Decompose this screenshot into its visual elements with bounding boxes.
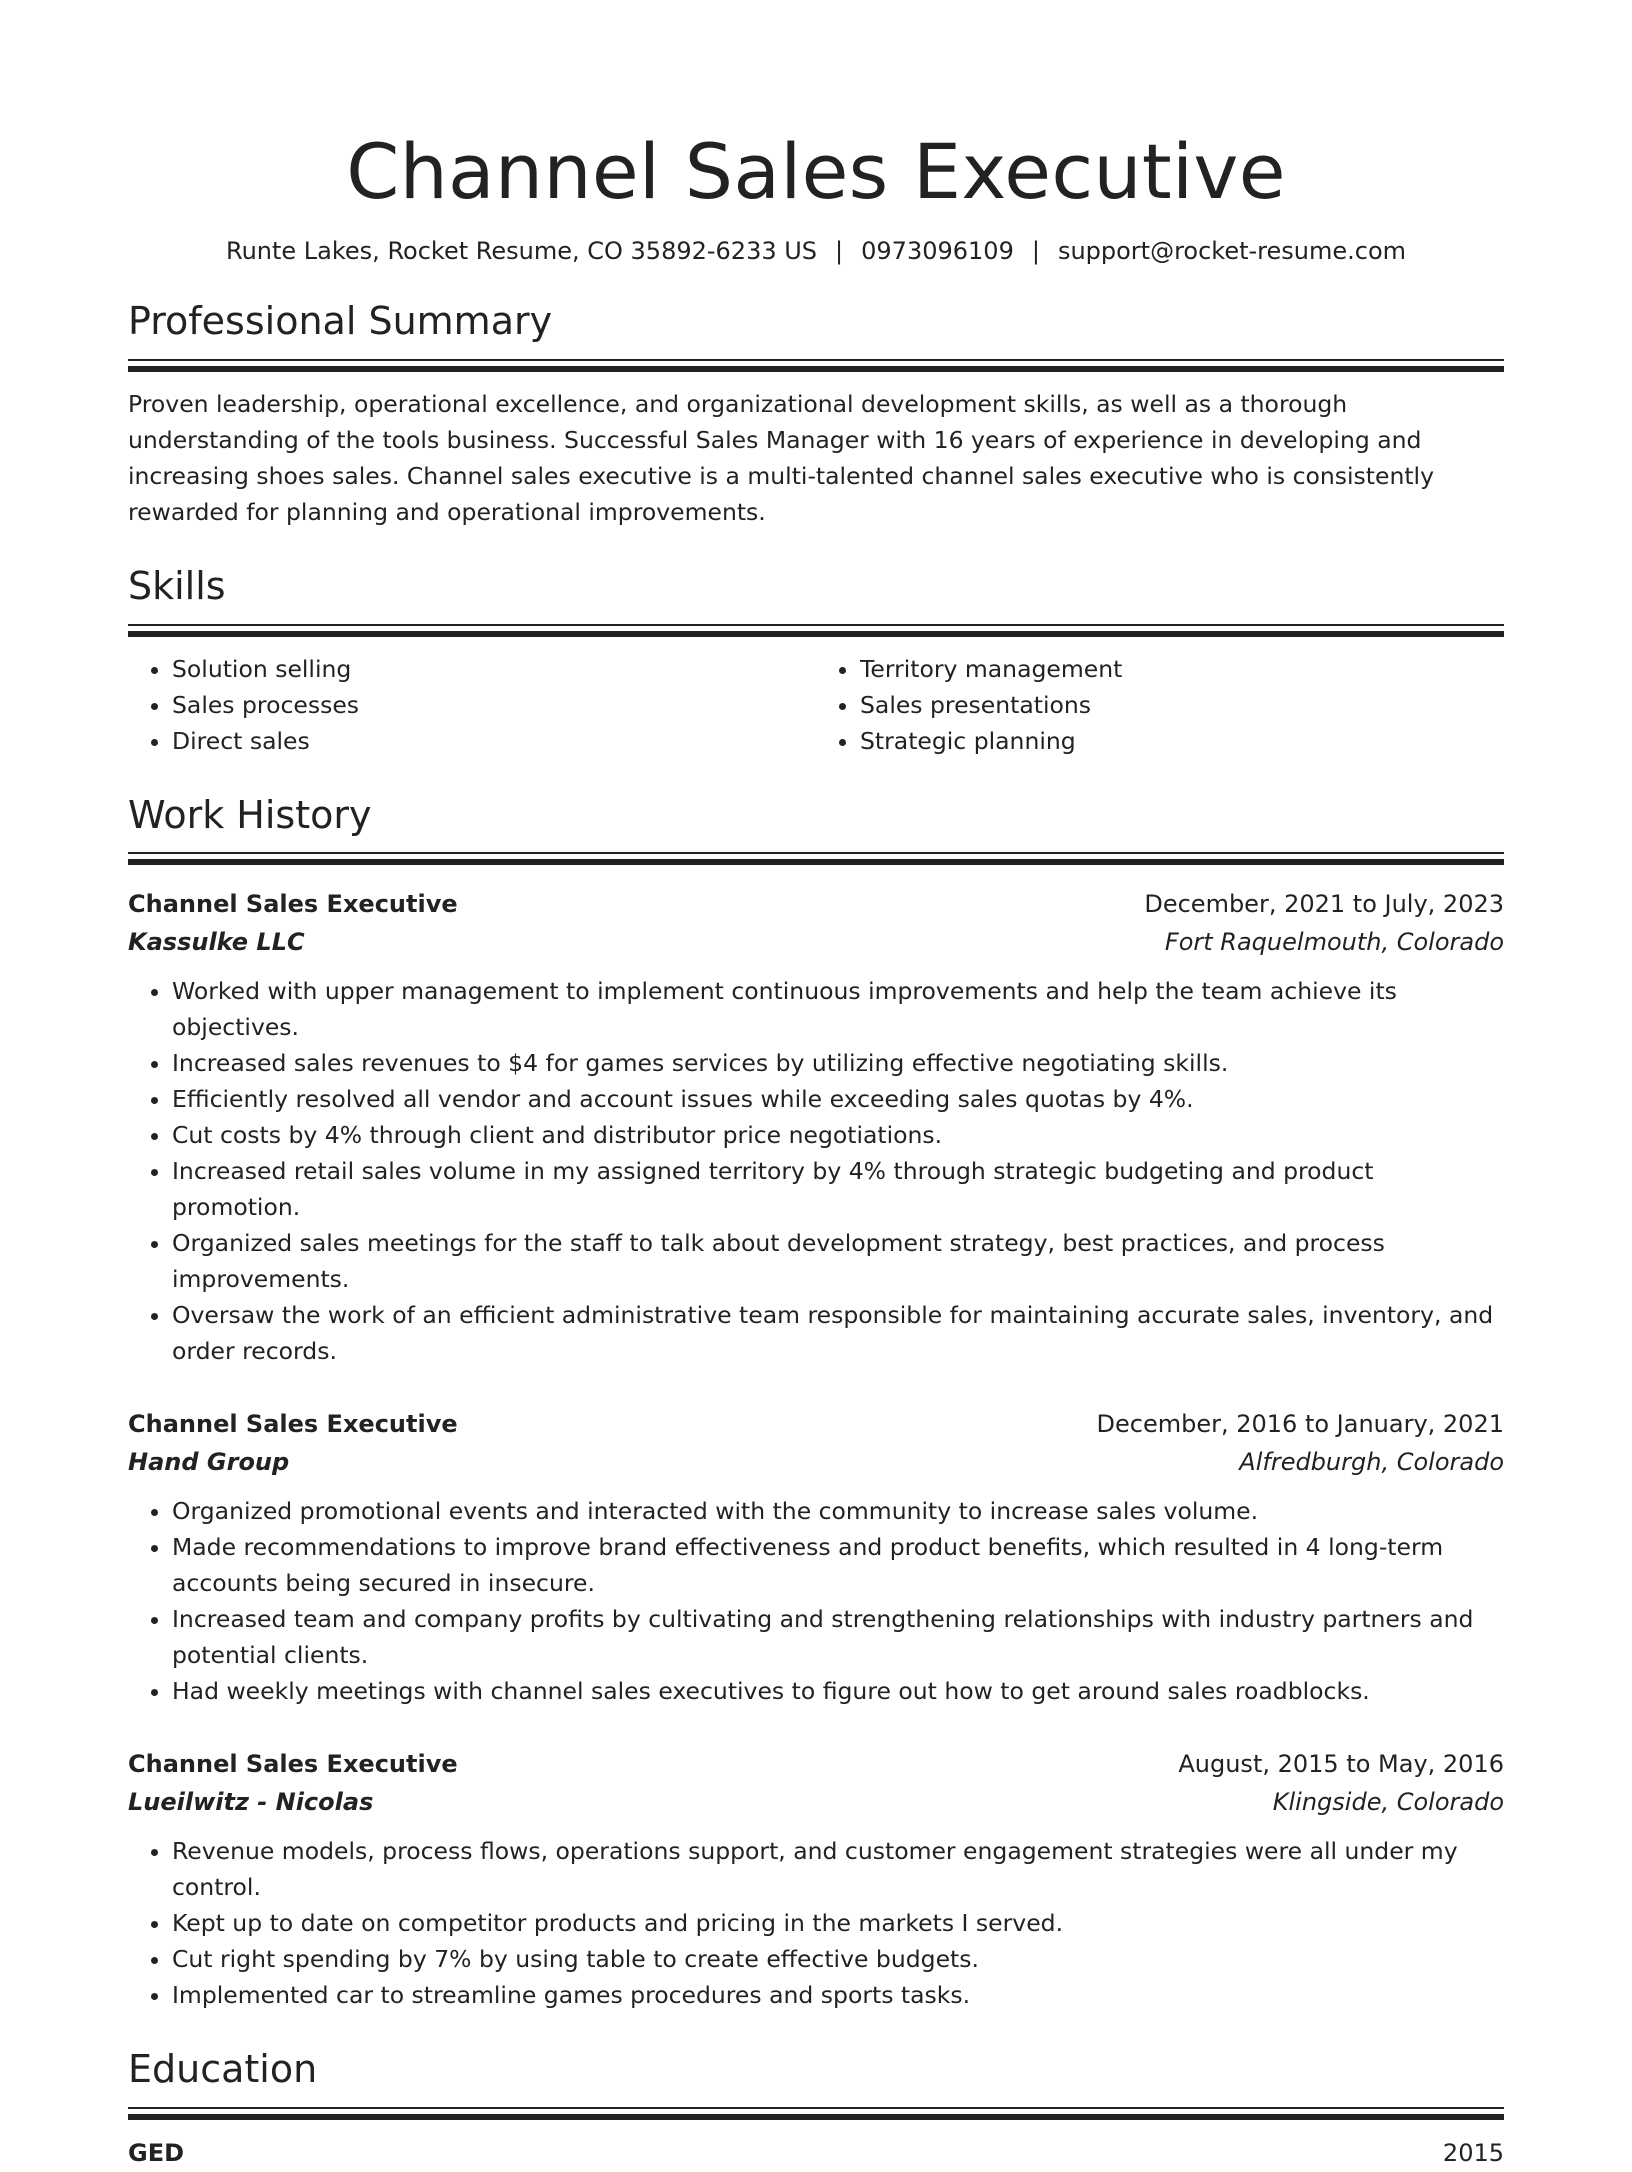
summary-text: Proven leadership, operational excellence, and organizational development skills, as well as a thorough understanding of the tools business. Successful Sales Manager with 16 years of experience in developing and increasing shoes sales. Channel sales executive is a multi-talented channel sales executive who is consistently rewarded for planning and operational improvements.: [128, 389, 1434, 526]
skill-item: • Sales processes: [172, 687, 816, 723]
job-dates: August, 2015 to May, 2016: [1178, 1750, 1504, 1779]
job-header-row: [128, 885, 1504, 923]
section-divider: [128, 2107, 1504, 2120]
summary-section-title: Professional Summary: [128, 299, 553, 344]
job-bullet: • Increased retail sales volume in my assigned territory by 4% through strategic budgeting and product promotion.: [172, 1153, 1504, 1225]
job-bullet: • Made recommendations to improve brand effectiveness and product benefits, which resulted in 4 long-term accounts being secured in insecure.: [172, 1529, 1504, 1601]
skills-column-left: [128, 651, 816, 759]
contact-separator: |: [1031, 237, 1040, 266]
work-section-title: Work History: [128, 792, 372, 837]
job-title: Channel Sales Executive: [128, 1750, 458, 1779]
job-bullets: [128, 1833, 1504, 2013]
skill-item: • Strategic planning: [860, 723, 1504, 759]
job-entry: [128, 1745, 1504, 2013]
job-bullet: • Implemented car to streamline games procedures and sports tasks.: [172, 1977, 1504, 2013]
education-degree: GED: [128, 2138, 185, 2167]
job-company: Hand Group: [128, 1448, 290, 1477]
job-entry: [128, 1405, 1504, 1709]
job-company-row: [128, 923, 1504, 961]
job-bullet: • Increased sales revenues to $4 for games services by utilizing effective negotiating skills.: [172, 1045, 1504, 1081]
job-title: Channel Sales Executive: [128, 890, 458, 919]
job-title: Channel Sales Executive: [128, 1410, 458, 1439]
job-location: Alfredburgh, Colorado: [1239, 1448, 1504, 1477]
job-bullet: • Increased team and company profits by cultivating and strengthening relationships with industry partners and potential clients.: [172, 1601, 1504, 1673]
job-dates: December, 2021 to July, 2023: [1144, 890, 1504, 919]
contact-phone: 0973096109: [861, 237, 1014, 266]
skill-item: • Territory management: [860, 651, 1504, 687]
skills-list: [128, 651, 1504, 759]
job-bullet: • Kept up to date on competitor products and pricing in the markets I served.: [172, 1905, 1504, 1941]
skill-item: • Direct sales: [172, 723, 816, 759]
section-divider: [128, 852, 1504, 865]
section-divider: [128, 359, 1504, 372]
education-year: 2015: [1442, 2138, 1504, 2167]
job-bullet: • Revenue models, process flows, operations support, and customer engagement strategies were all under my control.: [172, 1833, 1504, 1905]
contact-separator: |: [835, 237, 844, 266]
skill-item: • Sales presentations: [860, 687, 1504, 723]
job-bullet: • Efficiently resolved all vendor and account issues while exceeding sales quotas by 4%.: [172, 1081, 1504, 1117]
job-bullets: [128, 973, 1504, 1369]
contact-email: support@rocket-resume.com: [1057, 237, 1407, 266]
job-location: Fort Raquelmouth, Colorado: [1164, 928, 1504, 957]
education-section-title: Education: [128, 2047, 318, 2092]
job-bullet: • Cut right spending by 7% by using table to create effective budgets.: [172, 1941, 1504, 1977]
job-bullet: • Worked with upper management to implement continuous improvements and help the team achieve its objectives.: [172, 973, 1504, 1045]
job-bullet: • Had weekly meetings with channel sales executives to figure out how to get around sales roadblocks.: [172, 1673, 1504, 1709]
job-entry: [128, 885, 1504, 1369]
contact-address: Runte Lakes, Rocket Resume, CO 35892-6233 US: [225, 237, 818, 266]
skill-item: • Solution selling: [172, 651, 816, 687]
job-company-row: [128, 1443, 1504, 1481]
job-dates: December, 2016 to January, 2021: [1096, 1410, 1504, 1439]
skills-section-title: Skills: [128, 563, 226, 608]
job-company-row: [128, 1783, 1504, 1821]
section-divider: [128, 624, 1504, 637]
job-bullet: • Organized sales meetings for the staff to talk about development strategy, best practices, and process improvements.: [172, 1225, 1504, 1297]
education-entry: [128, 2134, 1504, 2172]
job-bullet: • Cut costs by 4% through client and distributor price negotiations.: [172, 1117, 1504, 1153]
job-bullet: • Organized promotional events and interacted with the community to increase sales volume.: [172, 1493, 1504, 1529]
job-header-row: [128, 1405, 1504, 1443]
candidate-name: Channel Sales Executive: [346, 127, 1286, 216]
job-bullets: [128, 1493, 1504, 1709]
job-location: Klingside, Colorado: [1272, 1788, 1504, 1817]
job-company: Kassulke LLC: [128, 928, 305, 957]
skills-column-right: [816, 651, 1504, 759]
job-company: Lueilwitz - Nicolas: [128, 1788, 374, 1817]
job-header-row: [128, 1745, 1504, 1783]
contact-line: [128, 237, 1504, 265]
job-bullet: • Oversaw the work of an efficient administrative team responsible for maintaining accurate sales, inventory, and order records.: [172, 1297, 1504, 1369]
